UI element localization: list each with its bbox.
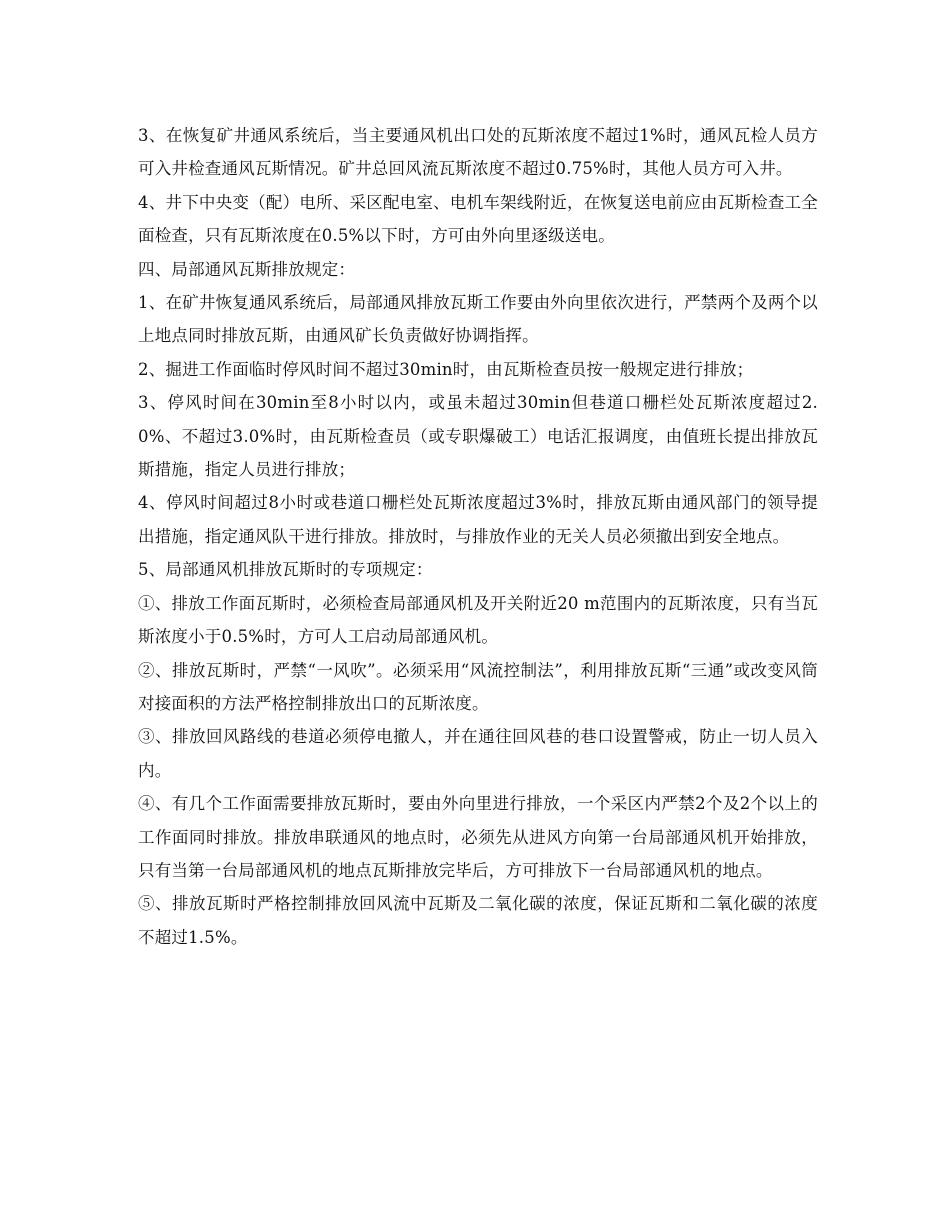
- paragraph-special-rule-3: ③、排放回风路线的巷道必须停电撤人，并在通往回风巷的巷口设置警戒，防止一切人员入内。: [138, 727, 818, 780]
- paragraph-restore-power: 4、井下中央变（配）电所、采区配电室、电机车架线附近，在恢复送电前应由瓦斯检查工全面检查，只有瓦斯浓度在0.5%以下时，方可由外向里逐级送电。: [138, 192, 818, 246]
- paragraph-restore-ventilation-entry: 3、在恢复矿井通风系统后，当主要通风机出口处的瓦斯浓度不超过1%时，通风瓦检人员方可入井检查通风瓦斯情况。矿井总回风流瓦斯浓度不超过0.75%时，其他人员方可入井。: [138, 126, 818, 179]
- paragraph-rule-4: 4、停风时间超过8小时或巷道口栅栏处瓦斯浓度超过3%时，排放瓦斯由通风部门的领导提出措施，指定通风队干进行排放。排放时，与排放作业的无关人员必须撤出到安全地点。: [138, 493, 818, 546]
- paragraph-rule-2: 2、掘进工作面临时停风时间不超过30min时，由瓦斯检查员按一般规定进行排放；: [138, 359, 754, 379]
- document-body: [138, 119, 818, 954]
- paragraph-rule-1: 1、在矿井恢复通风系统后，局部通风排放瓦斯工作要由外向里依次进行，严禁两个及两个以上地点同时排放瓦斯，由通风矿长负责做好协调指挥。: [138, 293, 818, 346]
- paragraph-rule-3: 3、停风时间在30min至8小时以内，或虽未超过30min但巷道口栅栏处瓦斯浓度超过2.0%、不超过3.0%时，由瓦斯检查员（或专职爆破工）电话汇报调度，由值班长提出排放瓦斯措施，指定人员进行排放；: [138, 393, 818, 480]
- paragraph-special-rule-1: ①、排放工作面瓦斯时，必须检查局部通风机及开关附近20 m范围内的瓦斯浓度，只有当瓦斯浓度小于0.5%时，方可人工启动局部通风机。: [138, 593, 818, 647]
- paragraph-special-rule-2: ②、排放瓦斯时，严禁“一风吹”。必须采用“风流控制法”，利用排放瓦斯“三通”或改变风筒对接面积的方法严格控制排放出口的瓦斯浓度。: [138, 660, 818, 713]
- paragraph-special-rule-5: ⑤、排放瓦斯时严格控制排放回风流中瓦斯及二氧化碳的浓度，保证瓦斯和二氧化碳的浓度不超过1.5%。: [138, 894, 818, 947]
- paragraph-special-rule-4: ④、有几个工作面需要排放瓦斯时，要由外向里进行排放，一个采区内严禁2个及2个以上的工作面同时排放。排放串联通风的地点时，必须先从进风方向第一台局部通风机开始排放，只有当第一台局部通风机的地点瓦斯排放完毕后，方可排放下一台局部通风机的地点。: [138, 794, 818, 880]
- paragraph-rule-5-heading: 5、局部通风机排放瓦斯时的专项规定：: [138, 560, 433, 580]
- section-heading-local-ventilation: 四、局部通风瓦斯排放规定：: [138, 259, 356, 279]
